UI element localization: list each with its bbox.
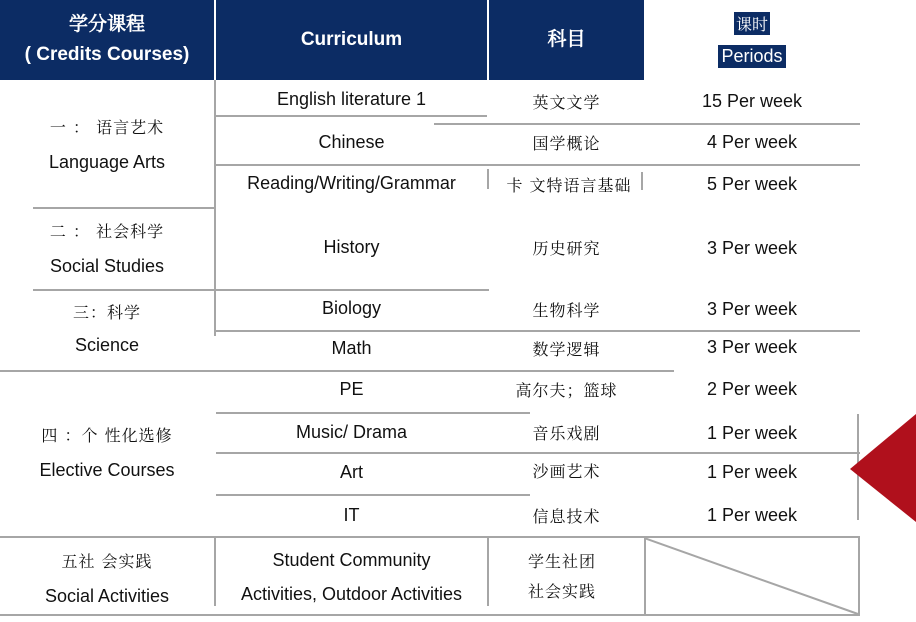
curriculum-cell: Reading/Writing/Grammar xyxy=(247,172,456,193)
rule xyxy=(216,412,530,414)
social-curriculum-cell xyxy=(216,544,487,610)
curriculum-cell: Art xyxy=(339,461,363,482)
subject-cell: 历史研究 xyxy=(532,238,601,258)
curriculum-cell: History xyxy=(323,236,380,257)
curriculum-cell: Music/ Drama xyxy=(295,421,407,442)
periods-cell: 1 Per week xyxy=(706,422,798,443)
header-subject xyxy=(489,0,644,80)
curriculum-cell: Chinese xyxy=(318,131,385,152)
category-social-activities xyxy=(0,544,214,614)
category-cn: 四 ：个 性化选修 xyxy=(41,426,173,445)
curriculum-cell: English literature 1 xyxy=(276,88,427,109)
periods-cell: 3 Per week xyxy=(706,237,798,258)
rule xyxy=(216,452,860,454)
social-curriculum-line: Activities, Outdoor Activities xyxy=(240,584,463,604)
social-subject-line: 学生社团 xyxy=(528,552,597,571)
rule xyxy=(214,80,216,336)
periods-cell: 5 Per week xyxy=(706,173,798,194)
subject-cell: 英文文学 xyxy=(532,92,601,112)
periods-cell: 1 Per week xyxy=(706,504,798,525)
rule xyxy=(216,494,530,496)
subject-cell: 卡 文特语言基础 xyxy=(506,175,632,195)
category-cn: 三：科学 xyxy=(72,303,141,322)
category-language-arts xyxy=(0,110,214,180)
header-periods-cn: 课时 xyxy=(734,12,770,35)
category-en: Elective Courses xyxy=(39,460,175,480)
periods-cell: 3 Per week xyxy=(706,298,798,319)
category-social-studies xyxy=(0,214,214,284)
rule xyxy=(487,169,489,189)
header-curriculum xyxy=(216,0,487,80)
category-elective-courses xyxy=(0,418,214,488)
header-credits-cn: 学分课程 xyxy=(68,14,145,35)
category-en: Language Arts xyxy=(48,152,166,172)
subject-cell: 信息技术 xyxy=(532,506,601,526)
subject-cell: 生物科学 xyxy=(532,300,601,320)
periods-cell: 2 Per week xyxy=(706,378,798,399)
rule xyxy=(434,123,860,125)
rule xyxy=(487,536,489,606)
category-science xyxy=(0,296,214,362)
periods-cell: 3 Per week xyxy=(706,336,798,357)
rule xyxy=(641,172,643,190)
empty-diagonal-cell xyxy=(644,536,860,616)
rule xyxy=(33,289,489,291)
category-cn: 五社 会实践 xyxy=(61,552,153,571)
rule xyxy=(216,330,860,332)
social-subject-cell xyxy=(528,546,644,608)
curriculum-cell: Math xyxy=(331,337,372,358)
header-credits-en: ( Credits Courses) xyxy=(24,44,190,65)
category-cn: 一 ： 语言艺术 xyxy=(49,118,165,137)
subject-cell: 沙画艺术 xyxy=(532,461,601,481)
red-arrow-decoration xyxy=(850,414,916,522)
curriculum-cell: Biology xyxy=(321,297,382,318)
rule xyxy=(216,115,487,117)
header-periods xyxy=(644,0,860,80)
curriculum-cell: PE xyxy=(339,378,364,399)
category-en: Science xyxy=(74,335,140,355)
periods-cell: 4 Per week xyxy=(706,131,798,152)
category-en: Social Activities xyxy=(44,586,170,606)
category-cn: 二 ： 社会科学 xyxy=(49,222,165,241)
header-credits-courses xyxy=(0,0,214,80)
rule xyxy=(0,370,674,372)
header-subject-label: 科目 xyxy=(547,29,586,50)
social-subject-line: 社会实践 xyxy=(528,582,597,601)
rule xyxy=(214,536,216,606)
rule xyxy=(33,207,214,209)
subject-cell: 数学逻辑 xyxy=(532,339,601,359)
periods-cell: 15 Per week xyxy=(701,90,803,111)
subject-cell: 国学概论 xyxy=(532,133,601,153)
curriculum-cell: IT xyxy=(343,504,360,525)
header-curriculum-label: Curriculum xyxy=(300,29,403,50)
rule xyxy=(216,164,860,166)
subject-cell: 音乐戏剧 xyxy=(532,423,601,443)
periods-cell: 1 Per week xyxy=(706,461,798,482)
category-en: Social Studies xyxy=(49,256,165,276)
header-periods-en: Periods xyxy=(718,45,785,68)
social-curriculum-line: Student Community xyxy=(272,550,431,570)
subject-cell: 高尔夫；篮球 xyxy=(515,380,618,400)
